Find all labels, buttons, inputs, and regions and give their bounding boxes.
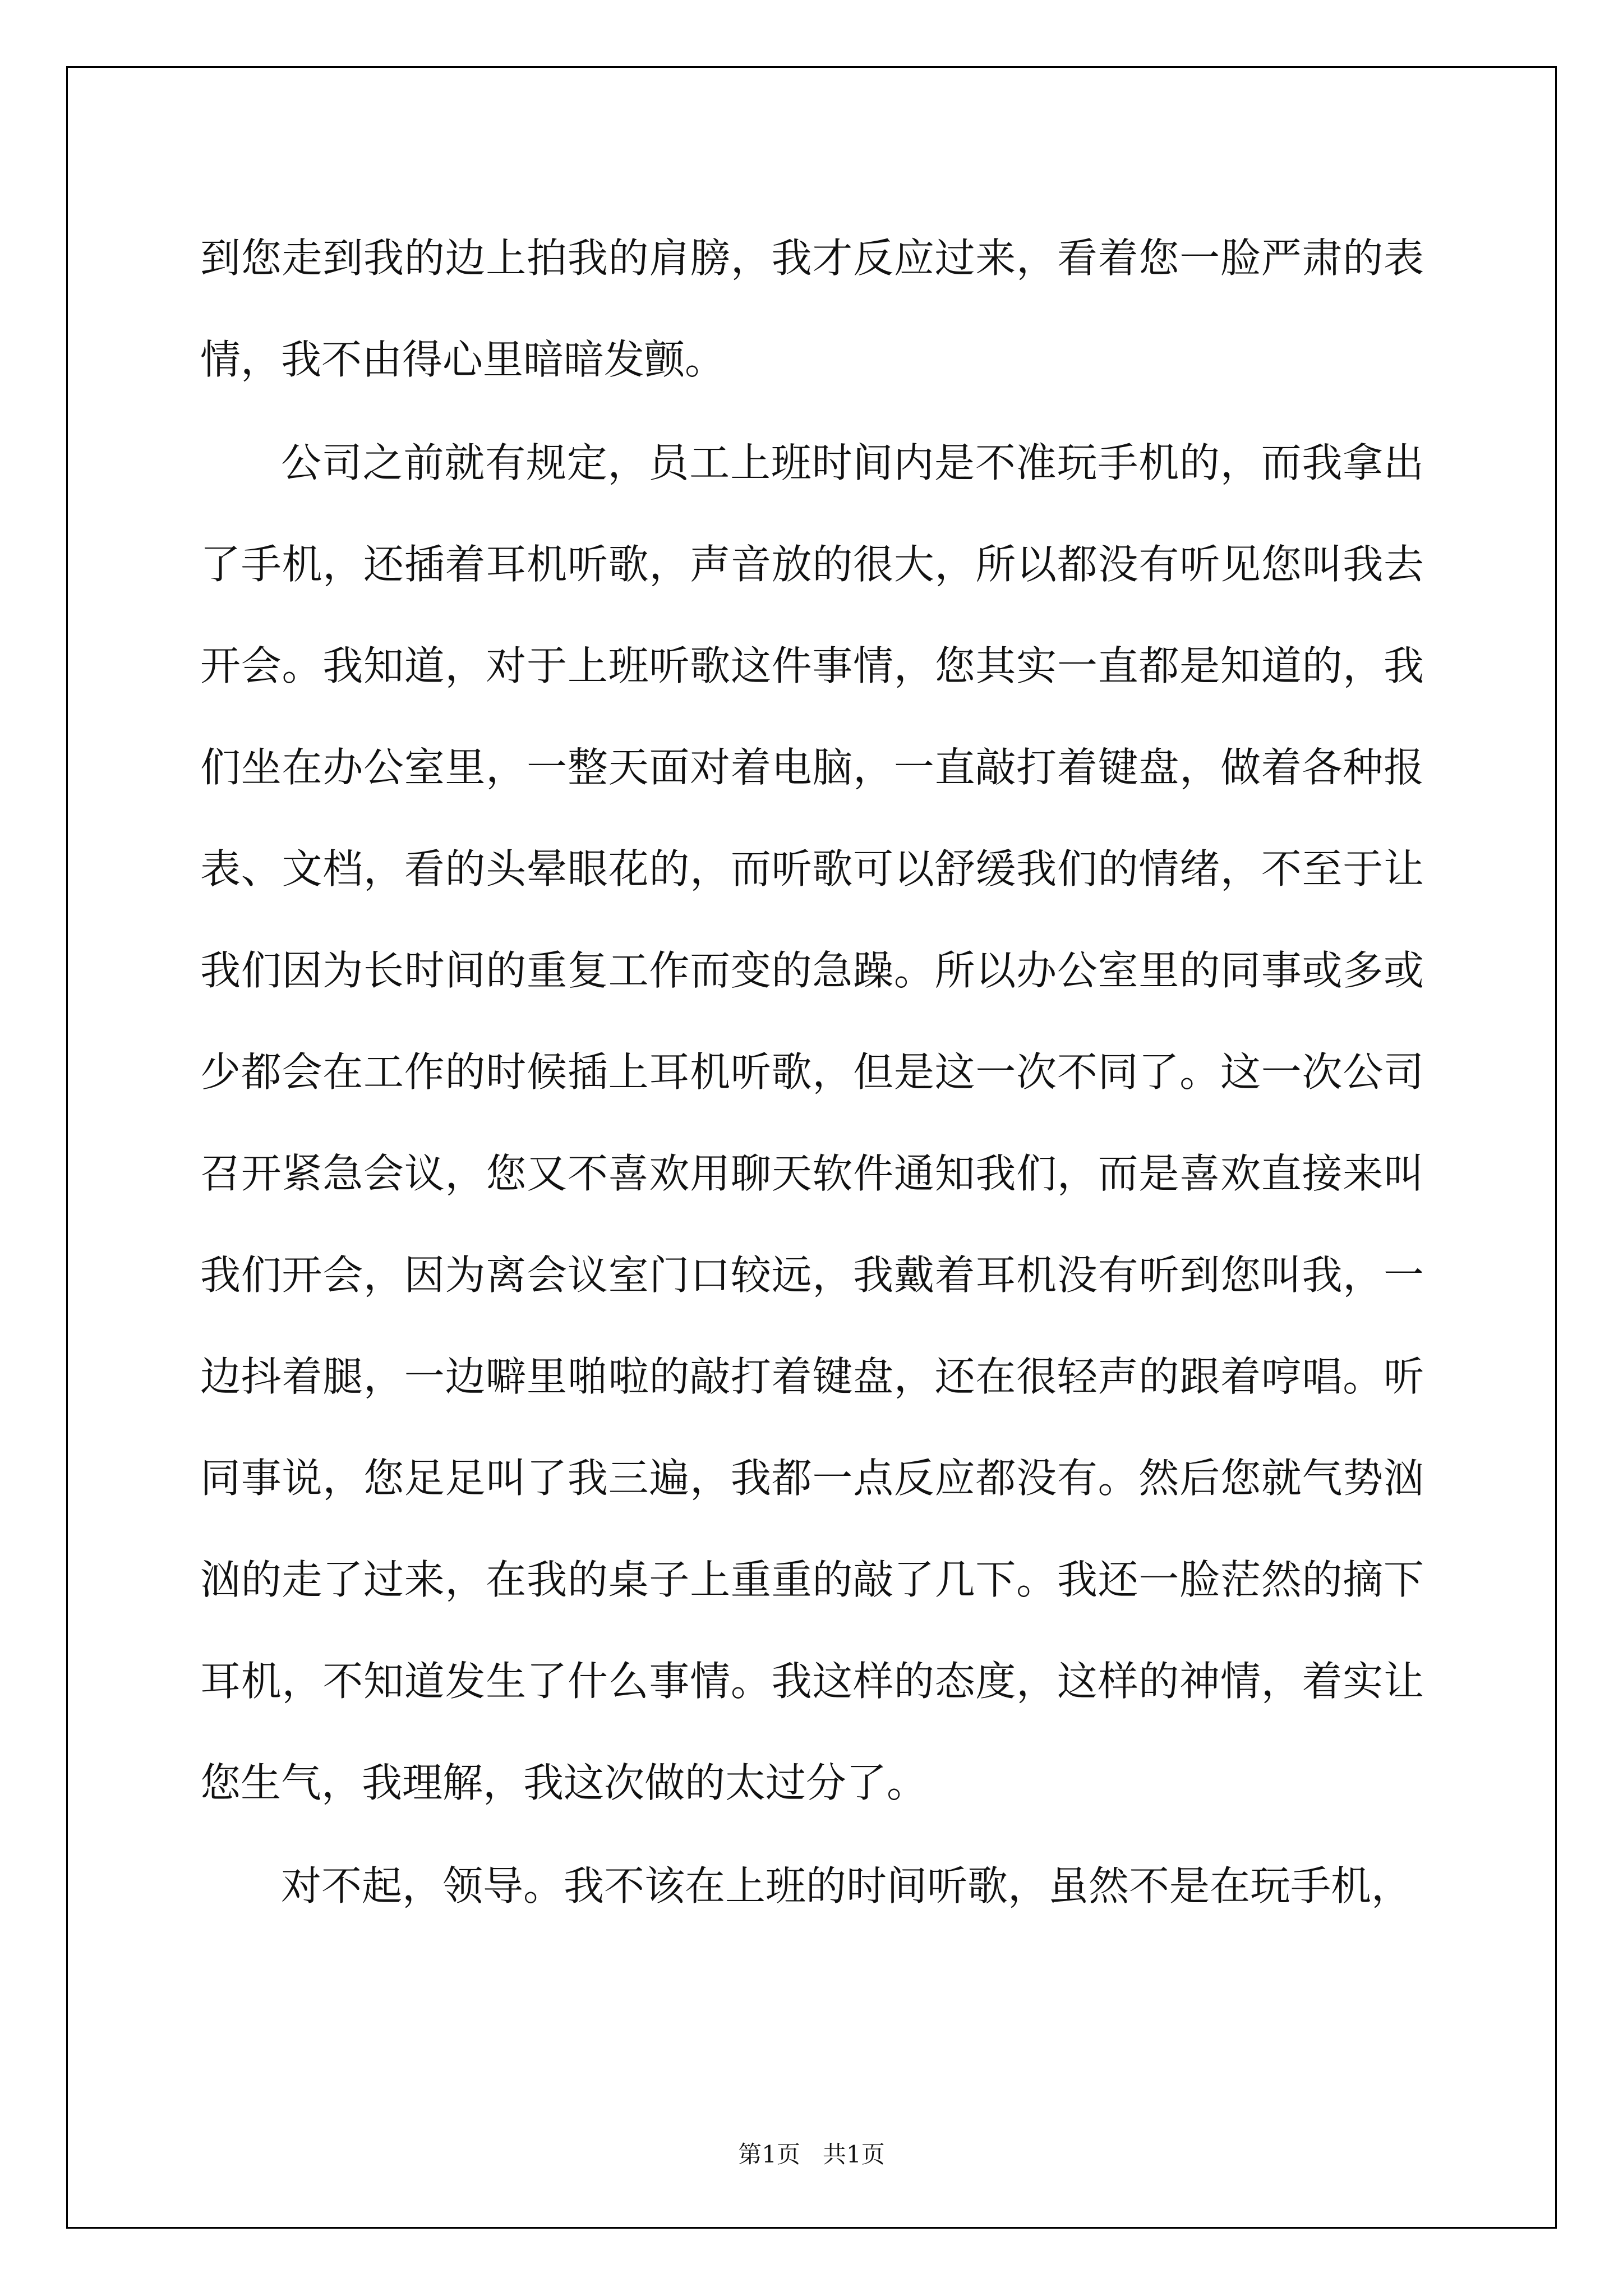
paragraph-2: 公司之前就有规定，员工上班时间内是不准玩手机的，而我拿出了手机，还插着耳机听歌，声音放的很大，所以都没有听见您叫我去开会。我知道，对于上班听歌这件事情，您其实一直都是知道的，我们坐在办公室里，一整天面对着电脑，一直敲打着键盘，做着各种报表、文档，看的头晕眼花的，而听歌可以舒缓我们的情绪，不至于让我们因为长时间的重复工作而变的急躁。所以办公室里的同事或多或少都会在工作的时候插上耳机听歌，但是这一次不同了。这一次公司召开紧急会议，您又不喜欢用聊天软件通知我们，而是喜欢直接来叫我们开会，因为离会议室门口较远，我戴着耳机没有听到您叫我，一边抖着腿，一边噼里啪啦的敲打着键盘，还在很轻声的跟着哼唱。听同事说，您足足叫了我三遍，我都一点反应都没有。然后您就气势汹汹的走了过来，在我的桌子上重重的敲了几下。我还一脸茫然的摘下耳机，不知道发生了什么事情。我这样的态度，这样的神情，着实让您生气，我理解，我这次做的太过分了。 xyxy=(200,439,1424,1806)
document-body xyxy=(200,208,1424,1937)
page-footer xyxy=(0,2136,1623,2170)
paragraph-3: 对不起，领导。我不该在上班的时间听歌，虽然不是在玩手机， xyxy=(281,1862,1412,1910)
paragraph-1: 到您走到我的边上拍我的肩膀，我才反应过来，看着您一脸严肃的表情，我不由得心里暗暗发颤。 xyxy=(200,234,1424,383)
page-total: 共1页 xyxy=(823,2141,885,2168)
page-number: 第1页 xyxy=(738,2141,800,2168)
